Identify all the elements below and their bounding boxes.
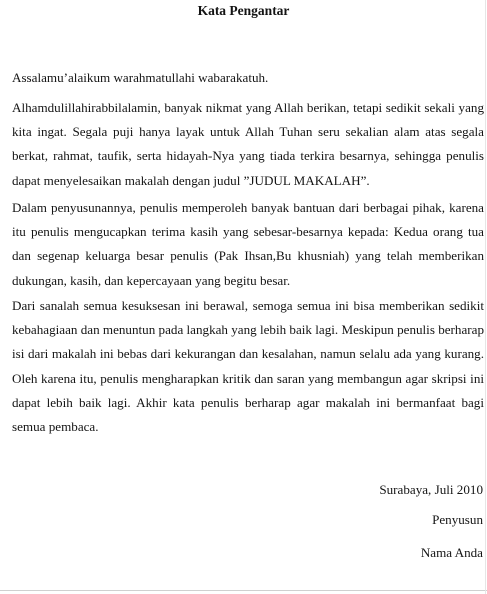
author-role: Penyusun [432, 512, 483, 527]
page-right-border [485, 0, 486, 594]
paragraph-2: Dalam penyusunannya, penulis memperoleh banyak bantuan dari berbagai pihak, karena itu penulis mengucapkan terima kasih yang sebesar-besarnya kepada: Kedua orang tua dan segenap keluarga besar penulis (Pak Ihsan,Bu khusniah) yang telah memberikan dukungan, kasih, dan kepercayaan yang begitu besar. [12, 200, 484, 288]
paragraph-1: Alhamdulillahirabbilalamin, banyak nikmat yang Allah berikan, tetapi sedikit sekali yang kita ingat. Segala puji hanya layak untuk Allah Tuhan seru sekalian alam atas segala berkat, rahmat, taufik, serta hidayah-Nya yang tiada terkira besarnya, sehingga penulis dapat menyelesaikan makalah dengan judul ”JUDUL MAKALAH”. [12, 100, 484, 188]
greeting: Assalamu’alaikum warahmatullahi wabarakatuh. [12, 70, 269, 85]
page-title: Kata Pengantar [197, 3, 290, 18]
page-bottom-border [0, 590, 487, 591]
place-date: Surabaya, Juli 2010 [379, 482, 483, 497]
paragraph-3: Dari sanalah semua kesuksesan ini berawal, semoga semua ini bisa memberikan sedikit kebahagiaan dan menuntun pada langkah yang lebih baik lagi. Meskipun penulis berharap isi dari makalah ini bebas dari kekurangan dan kesalahan, namun selalu ada yang kurang. Oleh karena itu, penulis mengharapkan kritik dan saran yang membangun agar skripsi ini dapat lebih baik lagi. Akhir kata penulis berharap agar makalah ini bermanfaat bagi semua pembaca. [12, 298, 484, 435]
author-name: Nama Anda [420, 545, 483, 560]
